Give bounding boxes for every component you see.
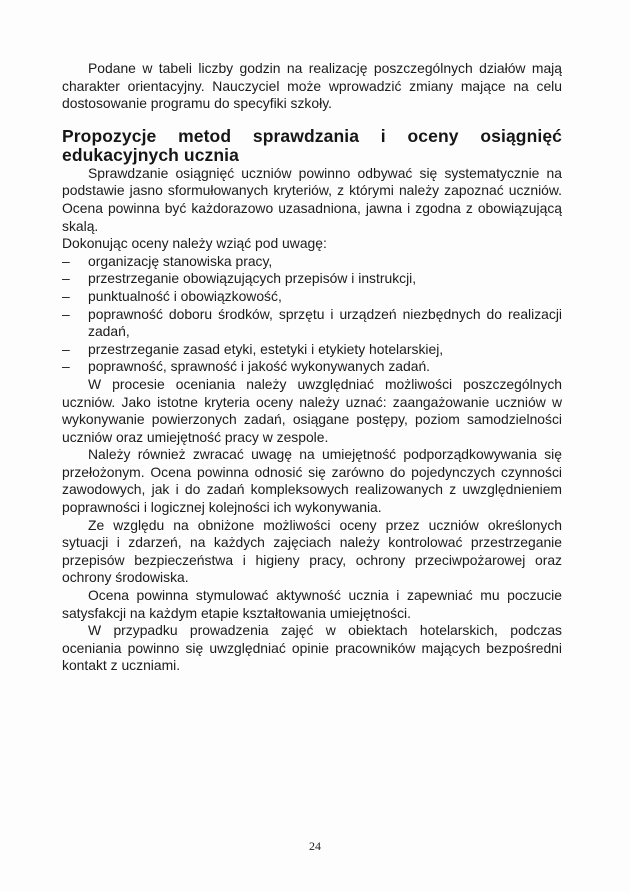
body-paragraph: Ze względu na obniżone możliwości oceny przez uczniów określonych sytuacji i zdarzeń, na każdych zajęciach należy kontrolować przestrzeganie przepisów bezpieczeństwa i higieny pracy, ochrony przeciwpożarowej oraz ochrony środowiska. — [62, 516, 562, 586]
intro-paragraph: Podane w tabeli liczby godzin na realizację poszczególnych działów mają charakter orientacyjny. Nauczyciel może wprowadzić zmiany mające na celu dostosowanie programu do specyfiki szkoły. — [62, 60, 562, 112]
assessment-paragraph: Sprawdzanie osiągnięć uczniów powinno odbywać się systematycznie na podstawie jasno sformułowanych kryteriów, z którymi należy zapoznać uczniów. Ocena powinna być każdorazowo uzasadniona, jawna i zgodna z obowiązującą skalą. — [62, 164, 562, 234]
body-paragraph: Ocena powinna stymulować aktywność ucznia i zapewniać mu poczucie satysfakcji na każdym etapie kształtowania umiejętności. — [62, 587, 562, 621]
criteria-list — [62, 253, 562, 376]
page-number: 24 — [309, 839, 321, 853]
criteria-intro: Dokonując oceny należy wziąć pod uwagę: — [62, 235, 327, 252]
list-item: – poprawność, sprawność i jakość wykonywanych zadań. — [62, 358, 562, 376]
body-paragraph: W przypadku prowadzenia zajęć w obiektach hotelarskich, podczas oceniania powinno się uwzględniać opinie pracowników mających bezpośredni kontakt z uczniami. — [62, 622, 562, 674]
body-paragraph: W procesie oceniania należy uwzględniać możliwości poszczególnych uczniów. Jako istotne kryteria oceny należy uznać: zaangażowanie uczniów w wykonywanie powierzonych zadań, osiągane postępy, poziom samodzielności uczniów oraz umiejętność pracy w zespole. — [62, 375, 562, 445]
list-item: – przestrzeganie zasad etyki, estetyki i etykiety hotelarskiej, — [62, 341, 562, 359]
body-paragraph: Należy również zwracać uwagę na umiejętność podporządkowywania się przełożonym. Ocena powinna odnosić się zarówno do pojedynczych czynności zawodowych, jak i do zadań kompleksowych realizowanych z uwzględnieniem poprawności i logicznej kolejności ich wykonywania. — [62, 446, 562, 516]
list-item: – punktualność i obowiązkowość, — [62, 288, 562, 306]
list-item: – organizację stanowiska pracy, — [62, 253, 562, 271]
section-heading: Propozycje metod sprawdzania i oceny osiągnięć edukacyjnych ucznia — [62, 125, 562, 165]
page-content — [62, 60, 562, 675]
list-item: – poprawność doboru środków, sprzętu i urządzeń niezbędnych do realizacji zadań, — [62, 306, 562, 341]
list-item: – przestrzeganie obowiązujących przepisów i instrukcji, — [62, 270, 562, 288]
